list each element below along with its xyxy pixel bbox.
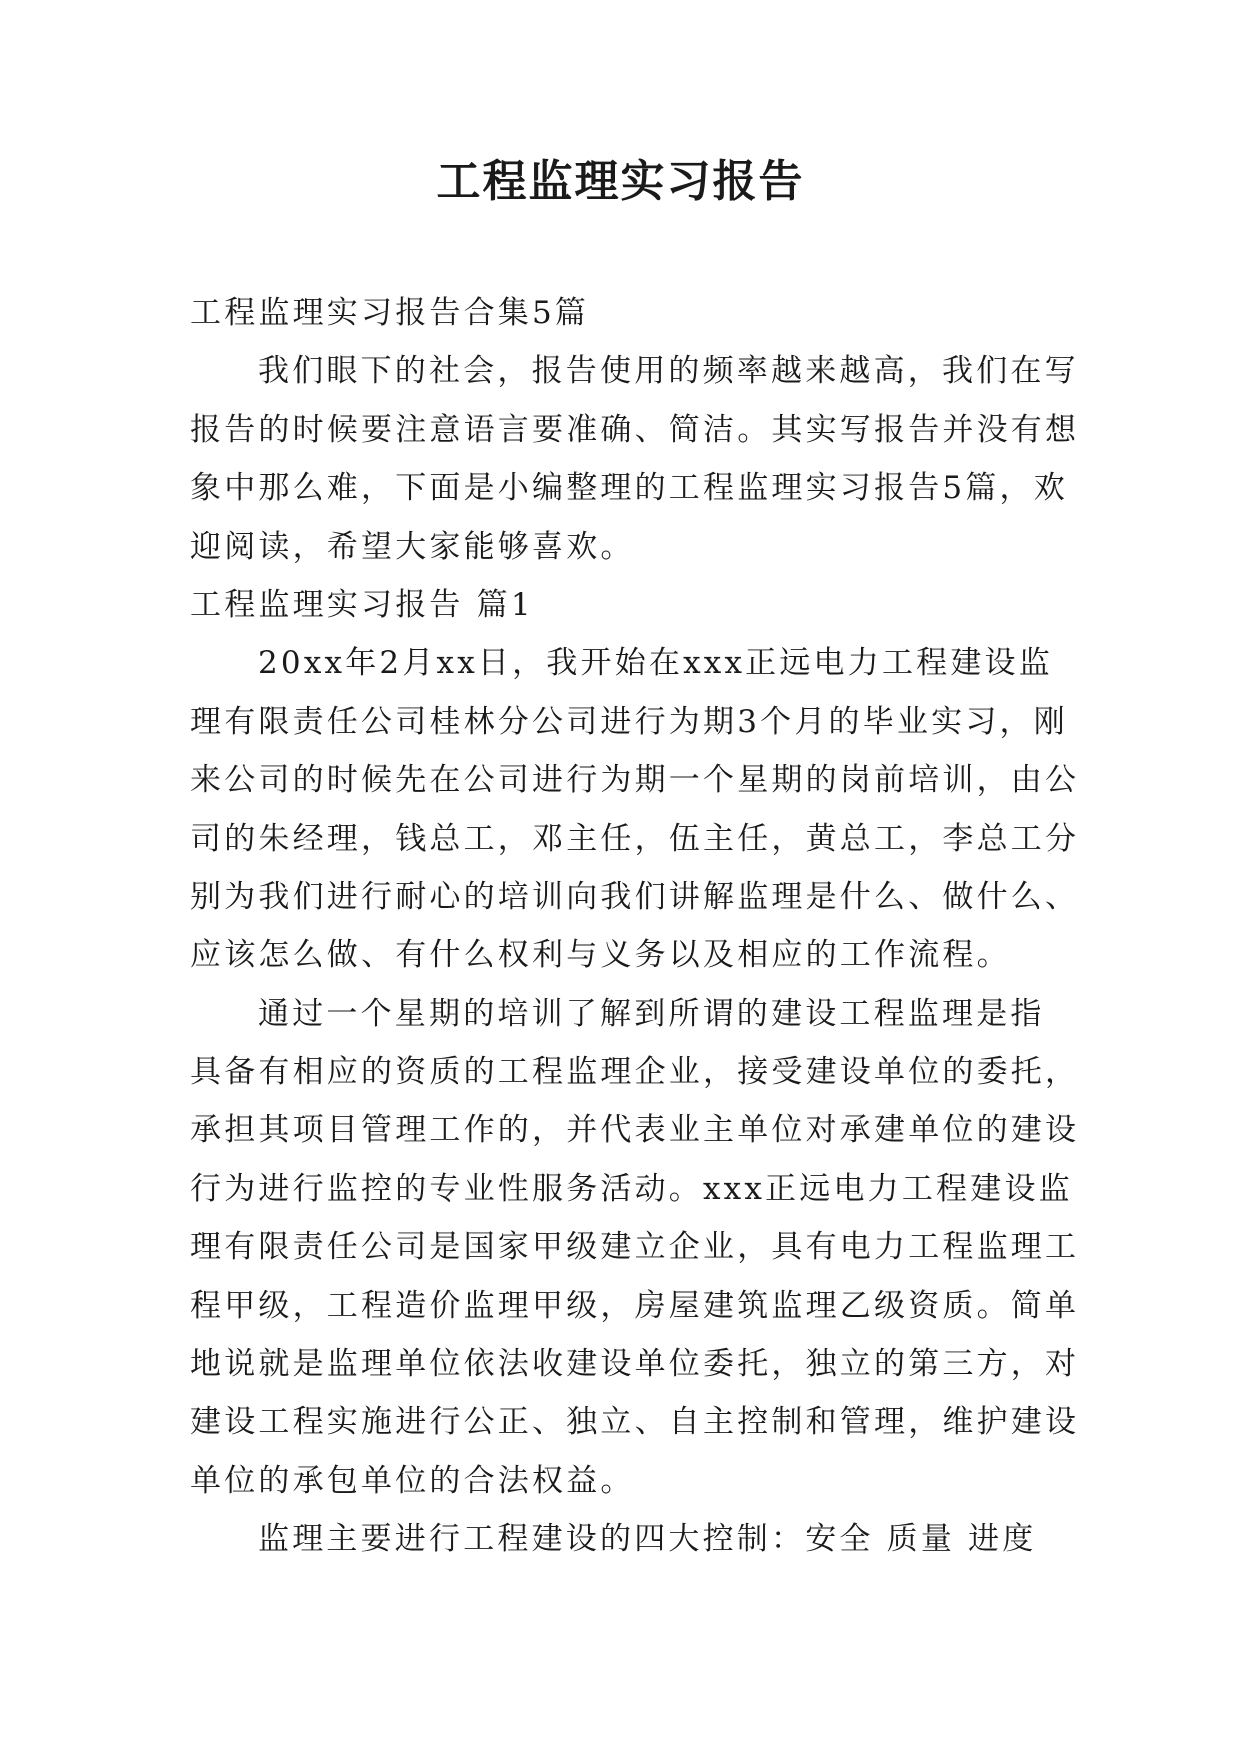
paragraph-line: 建设工程实施进行公正、独立、自主控制和管理，维护建设 [190,1404,1080,1441]
paragraph-line: 地说就是监理单位依法收建设单位委托，独立的第三方，对 [190,1346,1080,1383]
paragraph-line: 别为我们进行耐心的培训向我们讲解监理是什么、做什么、 [190,878,1080,915]
paragraph-line: 具备有相应的资质的工程监理企业，接受建设单位的委托， [190,1054,1080,1091]
paragraph-line: 单位的承包单位的合法权益。 [190,1462,635,1499]
document-title: 工程监理实习报告 [436,156,805,207]
document-body [190,284,1080,1569]
paragraph-line: 象中那么难，下面是小编整理的工程监理实习报告5篇，欢 [190,470,1068,507]
paragraph-line: 承担其项目管理工作的，并代表业主单位对承建单位的建设 [190,1112,1080,1149]
paragraph-line: 我们眼下的社会，报告使用的频率越来越高，我们在写 [258,353,1079,390]
doc-subtitle: 工程监理实习报告合集5篇 [190,295,590,331]
paragraph-line: 监理主要进行工程建设的四大控制：安全 质量 进度 [258,1521,1037,1558]
paragraph-line: 理有限责任公司是国家甲级建立企业，具有电力工程监理工 [190,1229,1080,1266]
paragraph-line: 通过一个星期的培训了解到所谓的建设工程监理是指 [258,995,1045,1032]
paragraph-line: 20xx年2月xx日，我开始在xxx正远电力工程建设监 [258,645,1053,682]
paragraph-line: 程甲级，工程造价监理甲级，房屋建筑监理乙级资质。简单 [190,1287,1080,1324]
paragraph-line: 行为进行监控的专业性服务活动。xxx正远电力工程建设监 [190,1170,1073,1207]
paragraph-line: 迎阅读，希望大家能够喜欢。 [190,528,635,565]
paragraph-line: 应该怎么做、有什么权利与义务以及相应的工作流程。 [190,937,1011,974]
paragraph-line: 报告的时候要注意语言要准确、简洁。其实写报告并没有想 [190,411,1080,448]
paragraph-line: 来公司的时候先在公司进行为期一个星期的岗前培训，由公 [190,762,1080,799]
paragraph-line: 理有限责任公司桂林分公司进行为期3个月的毕业实习，刚 [190,703,1068,740]
section-heading: 工程监理实习报告 篇1 [190,586,534,623]
paragraph-line: 司的朱经理，钱总工，邓主任，伍主任，黄总工，李总工分 [190,820,1080,857]
